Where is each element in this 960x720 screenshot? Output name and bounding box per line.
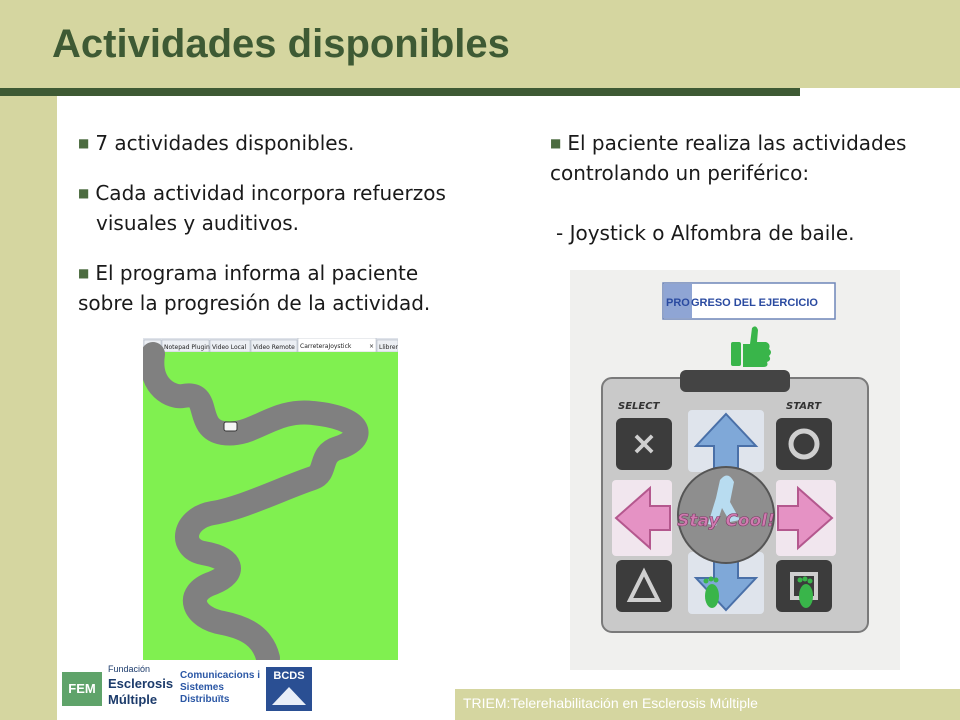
bcds-logo — [266, 667, 312, 711]
dance-pad-screenshot — [570, 270, 900, 670]
select-label: SELECT — [618, 401, 660, 412]
bullet-text: 7 actividades disponibles. — [95, 131, 355, 155]
com-line-1: Comunicacions i — [180, 670, 261, 681]
bullet-text: El programa informa al paciente sobre la progresión de la actividad. — [78, 261, 431, 315]
fem-line-1: Fundación — [108, 664, 151, 674]
bullet-text: Cada actividad incorpora refuerzos visuales y auditivos. — [95, 181, 446, 235]
slide-title: Actividades disponibles — [52, 22, 510, 66]
title-rule — [0, 88, 800, 96]
sub-bullet-devices: - Joystick o Alfombra de baile. — [556, 221, 855, 245]
bullet-text: El paciente realiza las actividades controlando un periférico: — [550, 131, 907, 185]
tab-label: Xat — [146, 344, 157, 351]
tab-label: CarreteraJoystick — [300, 343, 352, 350]
bcds-emblem — [272, 687, 306, 705]
tab-label: Llibrer — [379, 344, 398, 351]
square-bullet-icon: ■ — [78, 266, 90, 280]
bcds-text: BCDS — [273, 670, 305, 682]
road-game-screenshot — [143, 338, 398, 660]
footer-text: TRIEM:Telerehabilitación en Esclerosis Múltiple — [463, 695, 758, 711]
fem-mark: FEM — [62, 672, 102, 706]
tab-label: Video Remote — [253, 344, 295, 351]
left-stripe — [0, 96, 57, 720]
footer-bar — [455, 689, 960, 720]
stay-cool-logo: Stay Cool! — [677, 511, 775, 531]
square-bullet-icon: ■ — [78, 136, 90, 150]
bullet-reinforcements — [78, 178, 506, 238]
close-icon[interactable]: × — [369, 343, 375, 350]
com-line-3: Distribuïts — [180, 694, 230, 705]
fem-logo — [62, 664, 174, 714]
car-sprite — [224, 422, 237, 431]
com-line-2: Sistemes — [180, 682, 224, 693]
start-label: START — [786, 401, 822, 412]
bullet-activities-count — [78, 128, 498, 158]
pad-cable-housing — [680, 370, 790, 392]
cross-icon: × — [630, 424, 658, 462]
progress-label-rest: GRESO DEL EJERCICIO — [691, 297, 818, 309]
tab-label: Video Local — [212, 344, 247, 351]
fem-line-3: Múltiple — [108, 692, 158, 707]
comunicacions-logo — [180, 670, 262, 714]
bullet-progress-info — [78, 258, 478, 318]
progress-label-highlight: PRO — [666, 297, 690, 309]
bullet-peripheral — [550, 128, 950, 188]
circle-button[interactable] — [776, 418, 832, 470]
square-bullet-icon: ■ — [78, 186, 90, 200]
fem-line-2: Esclerosis — [108, 676, 174, 691]
square-bullet-icon: ■ — [550, 136, 562, 150]
tab-label: Notepad Plugin — [164, 344, 210, 351]
